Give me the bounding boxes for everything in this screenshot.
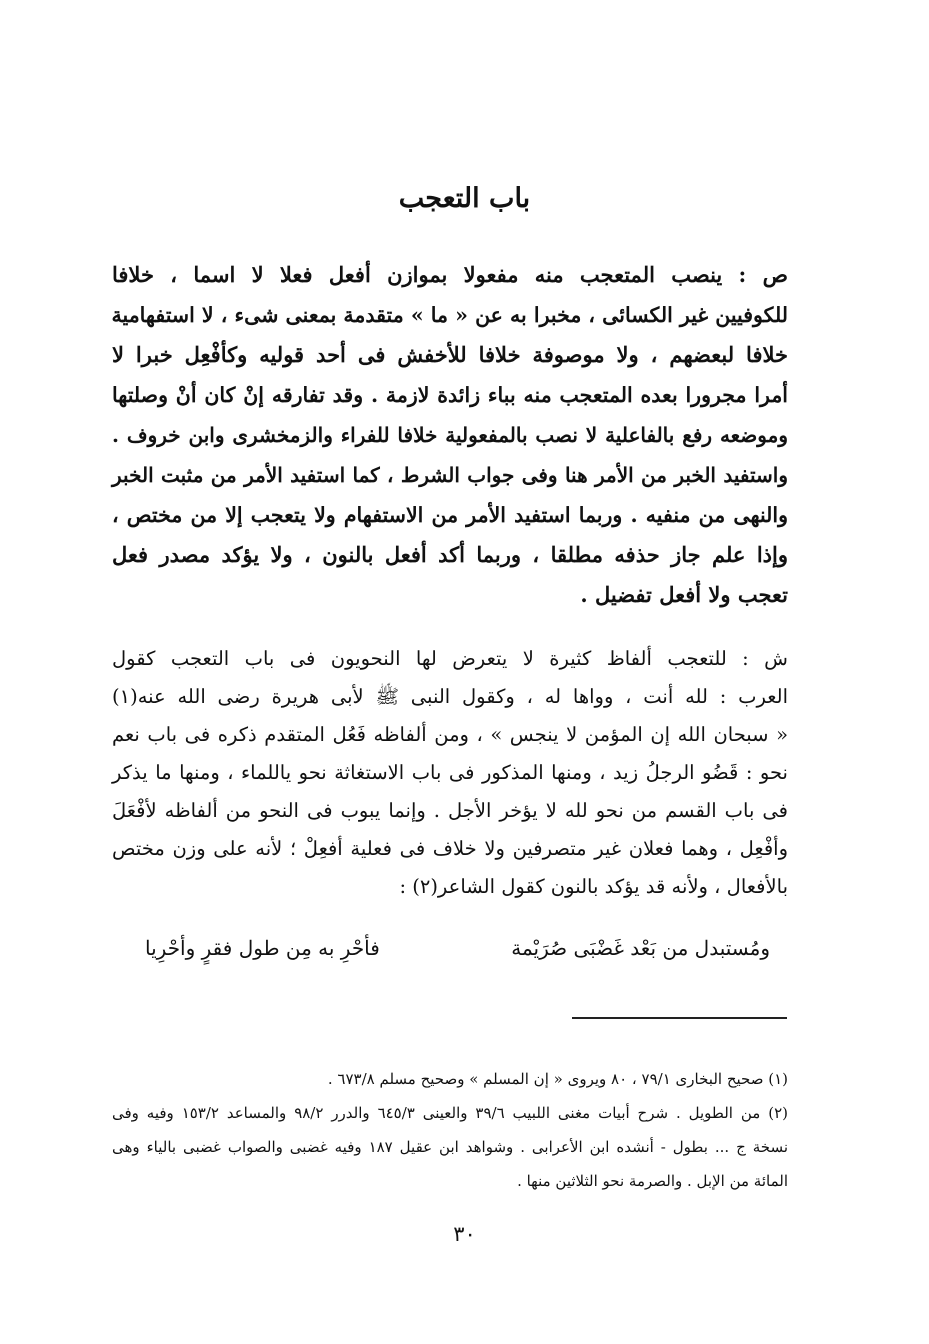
footnote-line: نسخة ج ... بطول - أنشده ابن الأعرابى . وشواهد ابن عقيل ١٨٧ وفيه غضبى والصواب غضبى بالياء وهى [112,1138,788,1156]
main-text-line: خلافا لبعضهم ، ولا موصوفة خلافا للأخفش فى أحد قوليه وكأفْعِل خبرا لا [112,342,788,367]
main-text-line: ص : ينصب المتعجب منه مفعولا بموازن أفعل فعلا لا اسما ، خلافا [112,262,788,287]
main-text-line: تعجب ولا أفعل تفضيل . [580,582,788,607]
verse-second-hemistich: فأحْرِ به مِن طول فقرٍ وأحْرِيا [145,936,380,960]
main-text-line: وإذا علم جاز حذفه مطلقا ، وربما أكد أفعل بالنون ، ولا يؤكد مصدر فعل [112,542,788,567]
page-number: ٣٠ [453,1222,476,1246]
commentary-line: وأفْعِل ، وهما فعلان غير متصرفين ولا خلاف فى فعلية أفعِلْ ؛ لأنه على وزن مختص [112,837,788,860]
chapter-title: باب التعجب [398,183,531,214]
main-text-line: للكوفيين غير الكسائى ، مخبرا به عن « ما » متقدمة بمعنى شىء ، لا استفهامية [111,303,788,327]
main-text-line: وموضعه رفع بالفاعلية لا نصب بالمفعولية خلافا للفراء والزمخشرى وابن خروف . [112,423,788,447]
main-text-line: واستفيد الخبر من الأمر هنا وفى جواب الشرط ، كما استفيد الأمر من مثبت الخبر [112,463,788,487]
footnote-line: (١) صحيح البخارى ٧٩/١ ، ٨٠ ويروى « إن المسلم » وصحيح مسلم ٦٧٣/٨ . [327,1070,788,1088]
poetry-verse [145,928,770,968]
footnotes [112,1062,788,1198]
commentary-line: العرب : لله أنت ، وواها له ، وكقول النبى ﷺ لأبى هريرة رضى الله عنه(١) [112,685,788,708]
commentary-line: نحو : قَضُو الرجلُ زيد ، ومنها المذكور فى باب الاستغاثة نحو ياللماء ، ومنها ما يذكر [112,761,788,784]
commentary-line: « سبحان الله إن المؤمن لا ينجس » ، ومن ألفاظه فَعُل المتقدم ذكره فى باب نعم [112,723,788,746]
commentary-text [112,640,788,906]
footnote-line: (٢) من الطويل . شرح أبيات مغنى اللبيب ٣٩/٦ والعينى ٦٤٥/٣ والدرر ٩٨/٢ والمساعد ١٥٣/٢ وفيه وفى [112,1104,788,1122]
main-text [112,255,788,615]
main-text-line: والنهى من منفيه . وربما استفيد الأمر من الاستفهام ولا يتعجب إلا من مختص ، [112,503,788,527]
verse-first-hemistich: ومُستبدل من بَعْد غَضْبَى صُرَيْمة [511,936,770,960]
footnote-divider [572,1017,787,1019]
commentary-line: بالأفعال ، ولأنه قد يؤكد بالنون كقول الشاعر(٢) : [399,875,788,898]
footnote-line: المائة من الإبل . والصرمة نحو الثلاثين منها . [517,1172,788,1190]
commentary-line: ش : للتعجب ألفاظ كثيرة لا يتعرض لها النحويون فى باب التعجب كقول [112,647,788,670]
commentary-line: فى باب القسم من نحو لله لا يؤخر الأجل . وإنما يبوب فى النحو من ألفاظه لأفْعَلَ [112,799,788,822]
main-text-line: أمرا مجرورا بعده المتعجب منه بباء زائدة لازمة . وقد تفارقه إنْ كان أنْ وصلتها [112,383,788,407]
